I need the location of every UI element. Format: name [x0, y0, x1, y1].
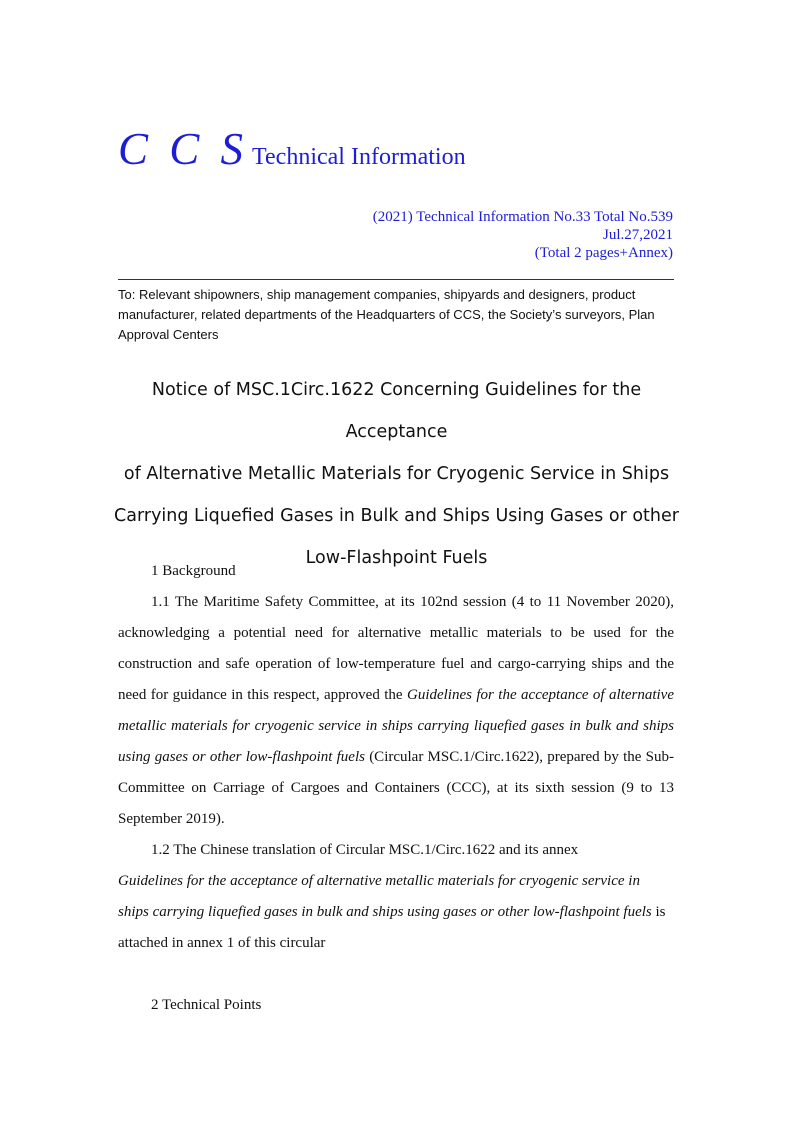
paragraph-1-2-tail: is attached in annex 1 of this circular — [118, 904, 666, 951]
title-line: Low-Flashpoint Fuels — [305, 548, 488, 568]
title-line: Notice of MSC.1Circ.1622 Concerning Guidelines for the Acceptance — [151, 380, 642, 442]
section-1-heading: 1 Background — [151, 563, 236, 579]
logo-title: Technical Information — [252, 144, 466, 170]
paragraph-1-1-text: 1.1 The Maritime Safety Committee, at its 102nd session (4 to 11 November 2020), acknowledging a potential need for alternative metallic materials to be used for the construction and safe operation of low-temperature fuel and cargo-carrying ships and the need for guidance in this respect, approved the — [118, 594, 674, 703]
logo-ccs-letters: C C S — [118, 124, 249, 174]
recipients: To: Relevant shipowners, ship management companies, shipyards and designers, product manufacturer, related departments of the Headquarters of CCS, the Society’s surveyors, Plan Approval Centers — [118, 287, 655, 342]
ccs-logo — [118, 123, 466, 175]
paragraph-1-2-text: 1.2 The Chinese translation of Circular MSC.1/Circ.1622 and its annex — [151, 842, 579, 858]
spacer — [118, 959, 674, 990]
section-2-heading: 2 Technical Points — [151, 997, 262, 1013]
header-divider — [118, 279, 674, 280]
paragraph-1-1 — [118, 587, 674, 835]
guidelines-title-italic: Guidelines for the acceptance of alternative metallic materials for cryogenic service in ships carrying liquefied gases in bulk and ships using gases or other low-flashpoint fuels — [118, 687, 674, 765]
document-meta — [373, 208, 673, 262]
guidelines-title-italic: Guidelines for the acceptance of alternative metallic materials for cryogenic service in ships carrying liquefied gases in bulk and ships using gases or other low-flashpoint fuels — [118, 873, 652, 920]
issue-date: Jul.27,2021 — [602, 227, 673, 243]
paragraph-1-1-tail: (Circular MSC.1/Circ.1622), prepared by the Sub-Committee on Carriage of Cargoes and Containers (CCC), at its sixth session (9 to 13 September 2019). — [118, 749, 674, 827]
reference-number: (2021) Technical Information No.33 Total No.539 — [372, 209, 673, 225]
paragraph-1-2 — [118, 835, 674, 959]
document-body — [118, 556, 674, 1021]
page-count: (Total 2 pages+Annex) — [534, 245, 673, 261]
title-line: of Alternative Metallic Materials for Cryogenic Service in Ships — [123, 464, 670, 484]
document-title — [100, 369, 693, 579]
title-line: Carrying Liquefied Gases in Bulk and Ships Using Gases or other — [114, 506, 679, 526]
